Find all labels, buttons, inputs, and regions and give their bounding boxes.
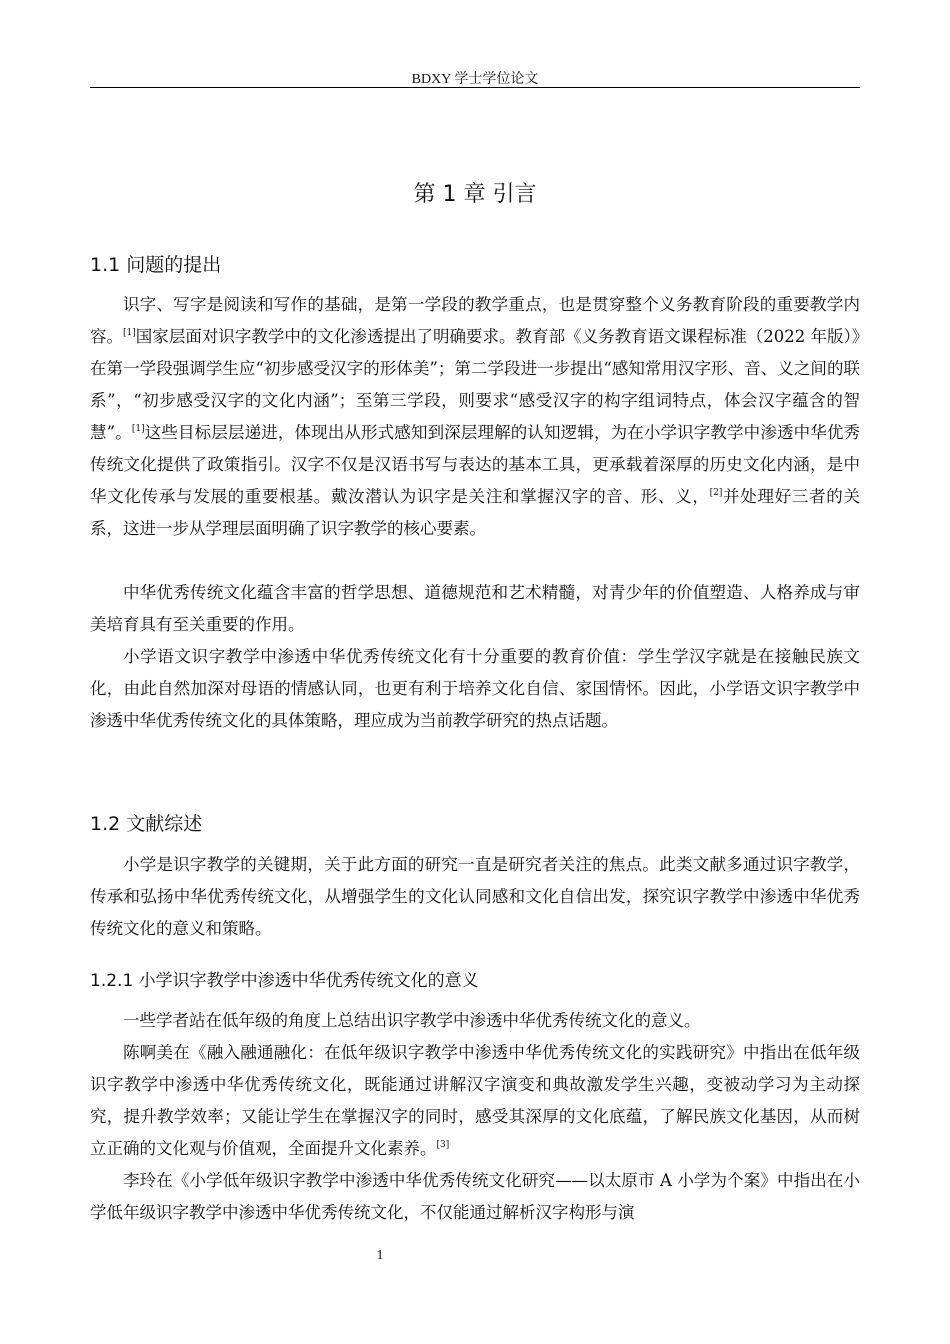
paragraph: 中华优秀传统文化蕴含丰富的哲学思想、道德规范和艺术精髓，对青少年的价值塑造、人格养成与审美培育具有至关重要的作用。 bbox=[90, 583, 860, 634]
header-rule bbox=[90, 87, 860, 88]
section-heading-1-2: 1.2 文献综述 bbox=[90, 813, 203, 835]
page-number: 1 bbox=[376, 1248, 384, 1263]
chapter-title: 第 1 章 引言 bbox=[413, 182, 537, 207]
text: 识字、写字是阅读和写作的基础，是第一学段的教学重点，也是贯穿整个义务教育阶段的重要教学内容。 bbox=[90, 295, 860, 346]
text: 这些目标层层递进，体现出从形式感知到深层理解的认知逻辑，为在小学识字教学中渗透中华优秀传统文化提供了政策指引。汉字不仅是汉语书写与表达的基本工具，更承载着深厚的历史文化内涵，是中华文化传承与发展的重要根基。戴汝潜认为识字是关注和掌握汉字的音、形、义， bbox=[90, 423, 861, 506]
citation: [1] bbox=[123, 328, 136, 338]
paragraph: 小学是识字教学的关键期，关于此方面的研究一直是研究者关注的焦点。此类文献多通过识字教学，传承和弘扬中华优秀传统文化，从增强学生的文化认同感和文化自信出发，探究识字教学中渗透中华优秀传统文化的意义和策略。 bbox=[90, 855, 860, 938]
citation: [3] bbox=[436, 1140, 450, 1150]
paragraph bbox=[90, 289, 860, 545]
text: 并处理好三者的关系，这进一步从学理层面明确了识字教学的核心要素。 bbox=[90, 487, 861, 538]
paragraph: 小学语文识字教学中渗透中华优秀传统文化有十分重要的教育价值：学生学汉字就是在接触民族文化，由此自然加深对母语的情感认同，也更有利于培养文化自信、家国情怀。因此，小学语文识字教学中渗透中华优秀传统文化的具体策略，理应成为当前教学研究的热点话题。 bbox=[90, 647, 860, 730]
text: 国家层面对识字教学中的文化渗透提出了明确要求。教育部《义务教育语文课程标准（2022 年版）》在第一学段强调学生应“初步感受汉字的形体美”；第二学段进一步提出“感知常用汉字形、音、义之间的联系”，“初步感受汉字的文化内涵”；至第三学段，则要求“感受汉字的构字组词特点，体会汉字蕴含的智慧”。 bbox=[90, 327, 860, 442]
citation: [2] bbox=[709, 488, 723, 498]
subsection-heading-1-2-1: 1.2.1 小学识字教学中渗透中华优秀传统文化的意义 bbox=[90, 971, 479, 991]
paragraph: 一些学者站在低年级的角度上总结出识字教学中渗透中华优秀传统文化的意义。 bbox=[123, 1011, 701, 1030]
paragraph: 李玲在《小学低年级识字教学中渗透中华优秀传统文化研究——以太原市 A 小学为个案》中指出在小学低年级识字教学中渗透中华优秀传统文化，不仅能通过解析汉字构形与演 bbox=[90, 1171, 860, 1222]
running-header: BDXY 学士学位论文 bbox=[411, 72, 539, 87]
paragraph bbox=[90, 1037, 860, 1165]
section-heading-1-1: 1.1 问题的提出 bbox=[90, 254, 222, 276]
citation: [1] bbox=[131, 424, 145, 434]
text: 陈啊美在《融入融通融化：在低年级识字教学中渗透中华优秀传统文化的实践研究》中指出在低年级识字教学中渗透中华优秀传统文化，既能通过讲解汉字演变和典故激发学生兴趣，变被动学习为主动探究，提升教学效率；又能让学生在掌握汉字的同时，感受其深厚的文化底蕴，了解民族文化基因，从而树立正确的文化观与价值观，全面提升文化素养。 bbox=[90, 1043, 860, 1158]
